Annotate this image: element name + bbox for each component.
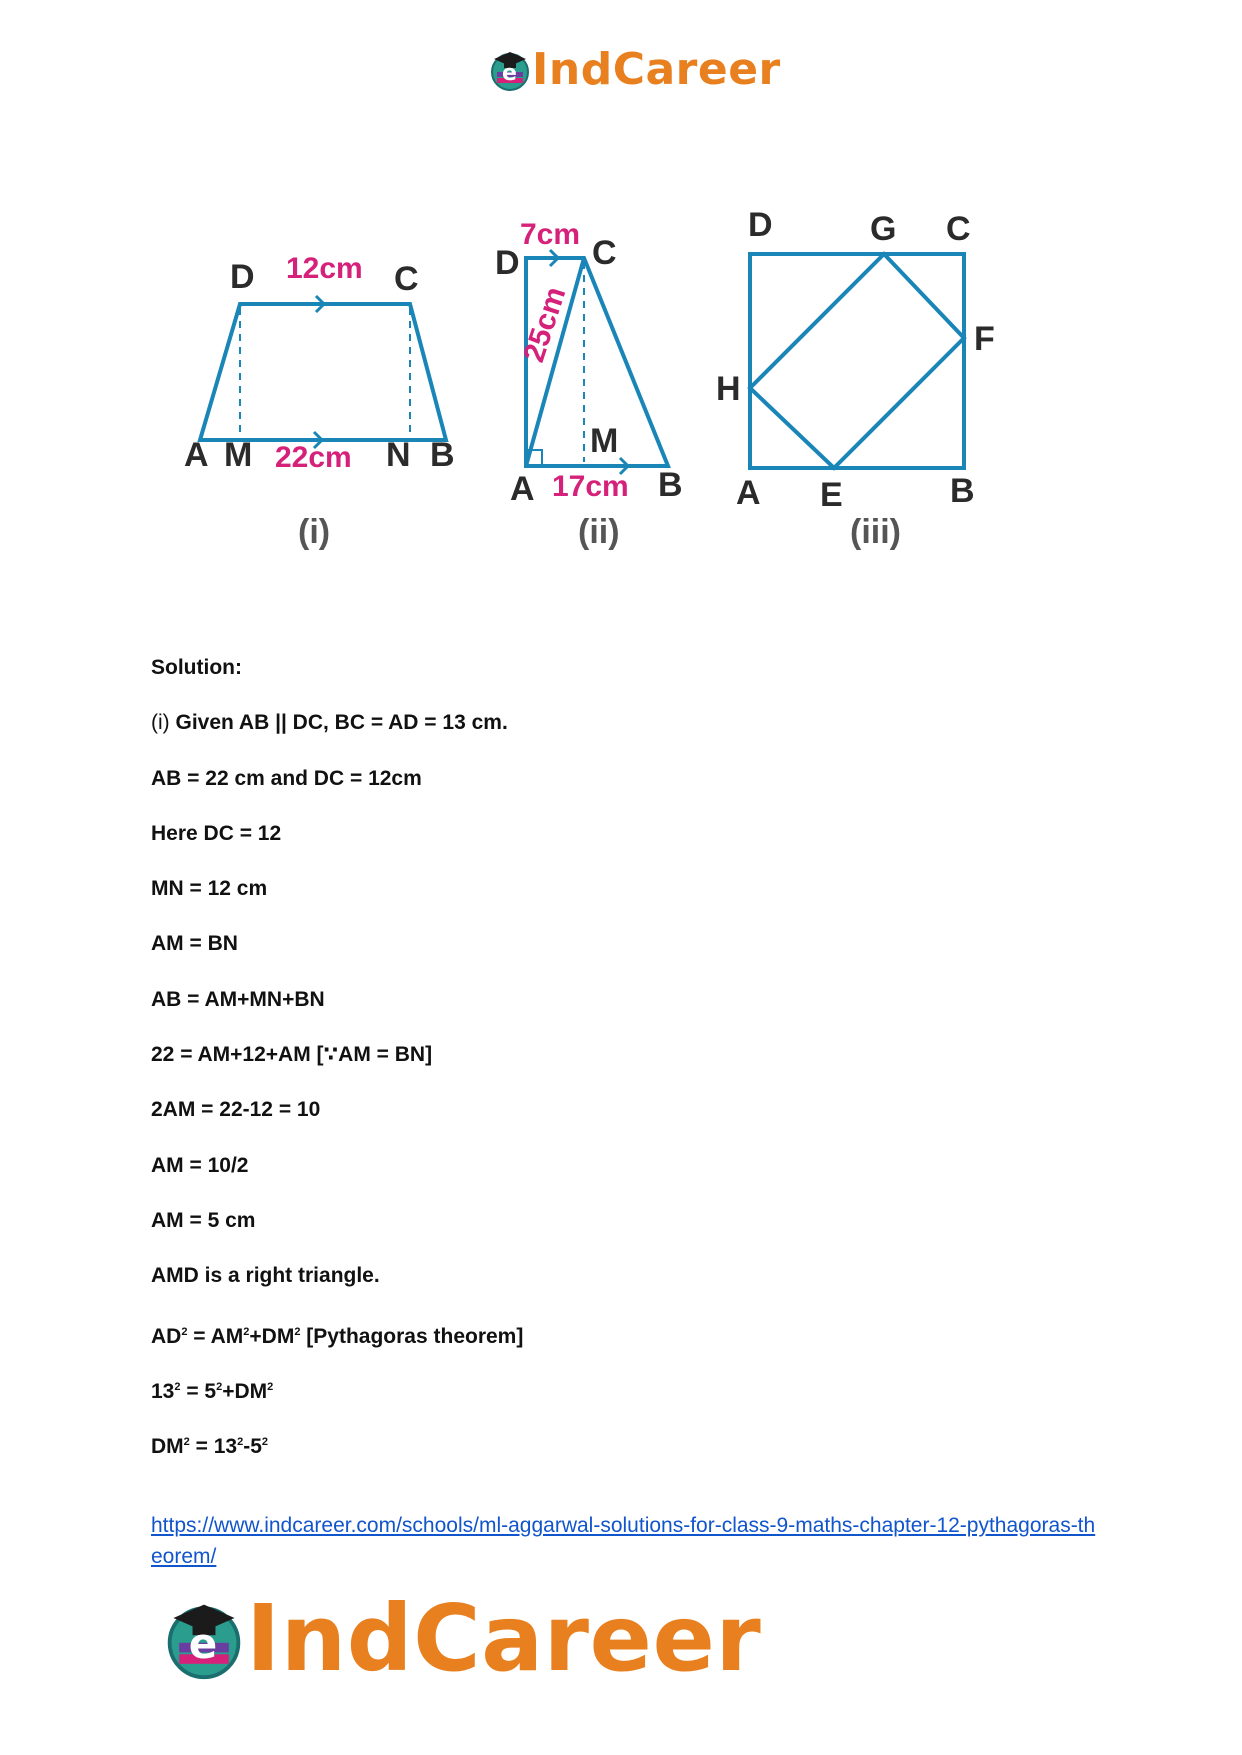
exponent: 2 (243, 1325, 250, 1338)
vertex-label: M (224, 436, 253, 474)
term: [Pythagoras theorem] (300, 1324, 524, 1348)
part-label: (i) (151, 711, 170, 735)
term: = AM (187, 1324, 244, 1348)
exponent: 2 (174, 1380, 181, 1393)
solution-line: AB = 22 cm and DC = 12cm (151, 766, 422, 790)
solution-line: Here DC = 12 (151, 821, 282, 845)
vertex-label: D (748, 206, 773, 244)
exponent: 2 (181, 1325, 188, 1338)
vertex-label: G (870, 210, 897, 248)
solution-line: AMD is a right triangle. (151, 1264, 380, 1288)
exponent: 2 (183, 1436, 190, 1449)
solution-line: MN = 12 cm (151, 877, 268, 901)
vertex-label: C (394, 260, 419, 298)
inscribed-quadrilateral-efgh (750, 254, 964, 468)
line-text: Given AB || DC, BC = AD = 13 cm. (169, 711, 508, 735)
term: = 5 (180, 1379, 217, 1403)
term: +DM (249, 1324, 295, 1348)
term: AD (151, 1324, 182, 1348)
solution-line: AM = BN (151, 932, 238, 956)
solution-line (151, 1318, 1091, 1373)
vertex-label: N (386, 436, 411, 474)
square-abcd (750, 254, 964, 468)
solution-line: AM = 10/2 (151, 1153, 249, 1177)
vertex-label: D (230, 258, 255, 296)
source-link[interactable]: https://www.indcareer.com/schools/ml-aggarwal-solutions-for-class-9-maths-chapter-12-pythagoras-theorem/ (151, 1514, 1096, 1568)
logo-bottom (162, 1585, 761, 1692)
solution-line (151, 1373, 1091, 1428)
solution-body (151, 654, 1091, 1483)
solution-line: AB = AM+MN+BN (151, 987, 325, 1011)
measure-label: 7cm (520, 218, 581, 251)
vertex-label: F (974, 320, 995, 358)
brand-wordmark: IndCareer (246, 1585, 762, 1692)
logo-icon (488, 48, 532, 92)
vertex-label: E (820, 476, 843, 514)
solution-line (151, 1428, 1091, 1483)
exponent: 2 (216, 1380, 223, 1393)
vertex-label: H (716, 370, 741, 408)
measure-label: 22cm (275, 441, 352, 474)
vertex-label: A (184, 436, 209, 474)
term: 13 (151, 1379, 175, 1403)
term: DM (151, 1435, 184, 1459)
solution-line: 2AM = 22-12 = 10 (151, 1098, 321, 1122)
term: -5 (243, 1435, 262, 1459)
vertex-label: D (495, 244, 520, 282)
exponent: 2 (267, 1380, 274, 1393)
svg-text:e: e (502, 60, 517, 86)
brand-wordmark: IndCareer (532, 44, 781, 95)
svg-text:e: e (188, 1618, 218, 1668)
solution-line: 22 = AM+12+AM [∵AM = BN] (151, 1043, 433, 1067)
solution-line: AM = 5 cm (151, 1208, 256, 1232)
measure-label: 17cm (552, 470, 629, 503)
vertex-label: B (950, 472, 975, 510)
vertex-label: C (946, 210, 971, 248)
exponent: 2 (237, 1436, 244, 1449)
vertex-label: C (592, 234, 617, 272)
measure-label: 25cm (517, 282, 573, 367)
exponent: 2 (261, 1436, 269, 1449)
figure-caption: (ii) (578, 513, 620, 551)
logo-top (488, 44, 781, 95)
vertex-label: A (510, 470, 535, 508)
solution-line (151, 709, 1091, 764)
solution-heading: Solution: (151, 656, 242, 679)
figure-caption: (iii) (850, 513, 901, 551)
measure-label: 12cm (286, 252, 363, 285)
vertex-label: B (658, 466, 683, 504)
exponent: 2 (294, 1325, 301, 1338)
geometry-figure (160, 190, 1060, 590)
vertex-label: M (590, 422, 619, 460)
logo-icon (162, 1597, 246, 1681)
vertex-label: A (736, 474, 761, 512)
figure-caption: (i) (298, 513, 331, 551)
vertex-label: B (430, 436, 455, 474)
term: = 13 (189, 1435, 238, 1459)
term: +DM (222, 1379, 268, 1403)
